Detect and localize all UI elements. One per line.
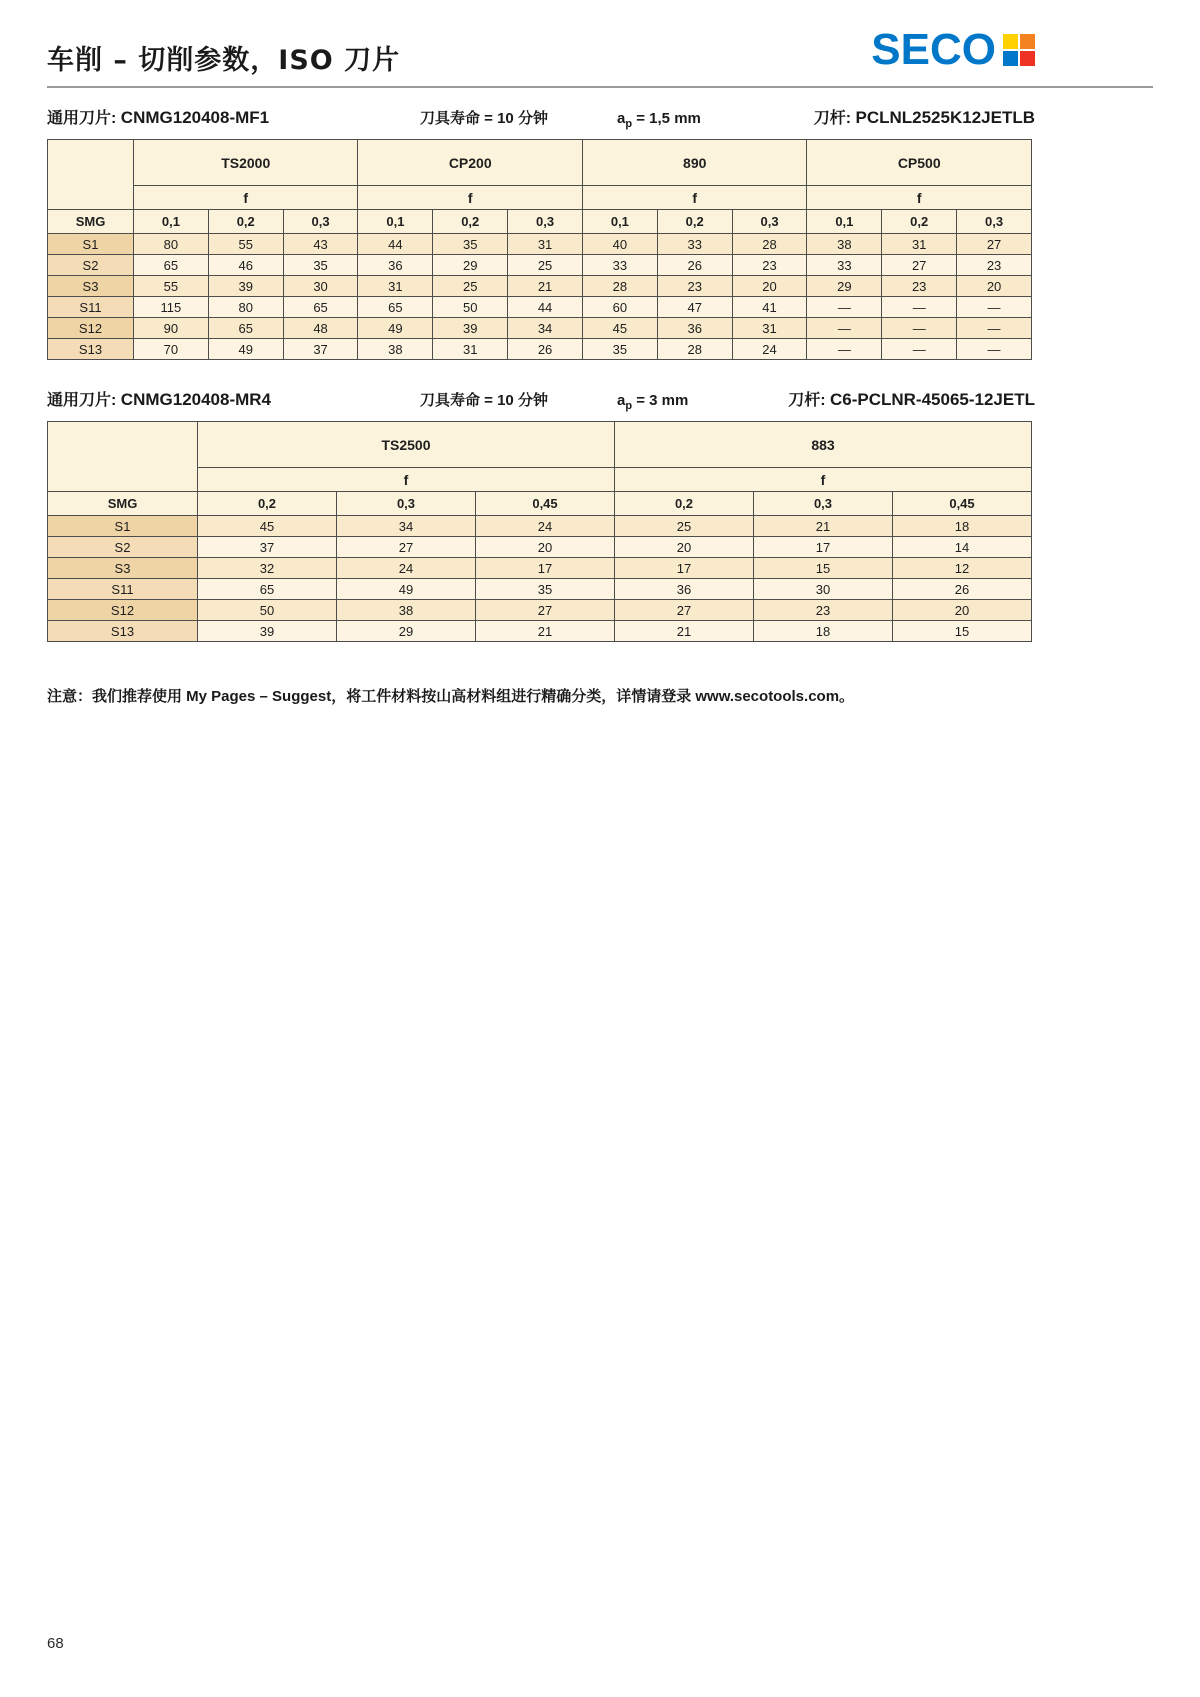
data-cell: — xyxy=(957,297,1032,318)
smg-row-label: S12 xyxy=(48,318,134,339)
table-row xyxy=(48,558,1032,579)
table-row xyxy=(48,579,1032,600)
data-cell: 33 xyxy=(657,234,732,255)
feed-symbol: f xyxy=(198,468,615,492)
data-cell: 27 xyxy=(957,234,1032,255)
data-cell: 49 xyxy=(337,579,476,600)
data-cell: 21 xyxy=(754,516,893,537)
header-divider xyxy=(47,86,1153,88)
data-cell: 32 xyxy=(198,558,337,579)
insert-value: CNMG120408-MR4 xyxy=(120,390,272,409)
data-cell: 28 xyxy=(657,339,732,360)
table-row xyxy=(48,537,1032,558)
tool-life-text: 刀具寿命 = 10 分钟 xyxy=(420,392,548,409)
data-cell: 35 xyxy=(582,339,657,360)
data-cell: 31 xyxy=(882,234,957,255)
grade-header: 883 xyxy=(615,422,1032,468)
data-cell: 36 xyxy=(657,318,732,339)
data-cell: 33 xyxy=(582,255,657,276)
data-cell: 65 xyxy=(134,255,209,276)
smg-row-label: S12 xyxy=(48,600,198,621)
seco-logo xyxy=(871,25,1035,74)
data-cell: 35 xyxy=(476,579,615,600)
feed-value-header: 0,3 xyxy=(283,210,358,234)
feed-value-header: 0,1 xyxy=(807,210,882,234)
data-cell: 28 xyxy=(732,234,807,255)
feed-value-header: 0,1 xyxy=(582,210,657,234)
holder-designation xyxy=(814,105,1035,128)
data-cell: 60 xyxy=(582,297,657,318)
data-cell: 39 xyxy=(198,621,337,642)
ap-symbol: a xyxy=(617,110,626,127)
data-cell: 35 xyxy=(433,234,508,255)
ap-symbol: a xyxy=(617,392,626,409)
cutting-data-table-container xyxy=(47,421,1035,642)
data-cell: 65 xyxy=(283,297,358,318)
feed-symbol: f xyxy=(582,186,806,210)
data-cell: 18 xyxy=(893,516,1032,537)
smg-row-label: S13 xyxy=(48,339,134,360)
data-cell: — xyxy=(807,318,882,339)
table-corner xyxy=(48,140,134,210)
feed-value-header: 0,3 xyxy=(754,492,893,516)
data-cell: 80 xyxy=(134,234,209,255)
seco-logo-mark xyxy=(1003,34,1035,66)
data-cell: 41 xyxy=(732,297,807,318)
data-cell: 48 xyxy=(283,318,358,339)
data-cell: 27 xyxy=(337,537,476,558)
smg-row-label: S2 xyxy=(48,537,198,558)
data-cell: 17 xyxy=(476,558,615,579)
table-row xyxy=(48,318,1032,339)
page-content xyxy=(47,0,1035,708)
data-cell: 26 xyxy=(893,579,1032,600)
feed-value-header: 0,2 xyxy=(433,210,508,234)
smg-row-label: S11 xyxy=(48,297,134,318)
data-cell: 49 xyxy=(358,318,433,339)
table-corner xyxy=(48,422,198,492)
data-cell: 27 xyxy=(882,255,957,276)
feed-value-header: 0,2 xyxy=(657,210,732,234)
data-cell: 27 xyxy=(615,600,754,621)
cutting-data-table-container xyxy=(47,139,1035,360)
data-cell: 44 xyxy=(358,234,433,255)
data-cell: — xyxy=(807,297,882,318)
data-cell: 17 xyxy=(615,558,754,579)
table-row xyxy=(48,339,1032,360)
feed-value-header: 0,45 xyxy=(476,492,615,516)
logo-square xyxy=(1003,51,1018,66)
data-cell: 23 xyxy=(754,600,893,621)
data-cell: 39 xyxy=(208,276,283,297)
table-row xyxy=(48,600,1032,621)
ap-equation: = 1,5 mm xyxy=(632,110,701,127)
cutting-data-table xyxy=(47,421,1032,642)
data-cell: 23 xyxy=(732,255,807,276)
data-cell: 37 xyxy=(283,339,358,360)
data-cell: 21 xyxy=(615,621,754,642)
holder-label: 刀杆: xyxy=(788,392,826,409)
insert-designation xyxy=(47,105,420,128)
data-cell: 43 xyxy=(283,234,358,255)
data-cell: 31 xyxy=(732,318,807,339)
data-cell: 14 xyxy=(893,537,1032,558)
data-cell: 29 xyxy=(433,255,508,276)
data-cell: — xyxy=(882,297,957,318)
data-cell: 20 xyxy=(732,276,807,297)
data-cell: 70 xyxy=(134,339,209,360)
ap-equation: = 3 mm xyxy=(632,392,689,409)
smg-row-label: S1 xyxy=(48,516,198,537)
cutting-depth-text xyxy=(617,392,788,412)
cutting-table-section-1 xyxy=(47,105,1035,360)
data-cell: — xyxy=(882,339,957,360)
data-cell: 31 xyxy=(358,276,433,297)
footnote-text: 注意：我们推荐使用 My Pages – Suggest，将工件材料按山高材料组进行精确分类，详情请登录 www.secotools.com。 xyxy=(47,688,855,705)
data-cell: 45 xyxy=(198,516,337,537)
feed-value-header: 0,3 xyxy=(337,492,476,516)
logo-square xyxy=(1020,34,1035,49)
feed-value-header: 0,2 xyxy=(198,492,337,516)
data-cell: 34 xyxy=(508,318,583,339)
data-cell: 115 xyxy=(134,297,209,318)
table-row xyxy=(48,621,1032,642)
data-cell: 65 xyxy=(358,297,433,318)
ap-subscript: p xyxy=(625,400,633,412)
data-cell: 18 xyxy=(754,621,893,642)
data-cell: 23 xyxy=(882,276,957,297)
holder-value: PCLNL2525K12JETLB xyxy=(855,108,1035,127)
feed-value-header: 0,1 xyxy=(358,210,433,234)
data-cell: 38 xyxy=(358,339,433,360)
table-row xyxy=(48,516,1032,537)
feed-value-header: 0,2 xyxy=(208,210,283,234)
data-cell: 35 xyxy=(283,255,358,276)
data-cell: 55 xyxy=(134,276,209,297)
feed-symbol: f xyxy=(358,186,582,210)
data-cell: 20 xyxy=(476,537,615,558)
data-cell: 29 xyxy=(337,621,476,642)
feed-value-header: 0,2 xyxy=(615,492,754,516)
data-cell: 34 xyxy=(337,516,476,537)
feed-symbol: f xyxy=(134,186,358,210)
data-cell: 20 xyxy=(893,600,1032,621)
smg-column-header: SMG xyxy=(48,210,134,234)
insert-label: 通用刀片: xyxy=(47,392,117,409)
data-cell: 46 xyxy=(208,255,283,276)
data-cell: 80 xyxy=(208,297,283,318)
data-cell: 90 xyxy=(134,318,209,339)
data-cell: 17 xyxy=(754,537,893,558)
data-cell: 20 xyxy=(957,276,1032,297)
table-row xyxy=(48,297,1032,318)
data-cell: 25 xyxy=(615,516,754,537)
table-caption xyxy=(47,105,1035,130)
smg-row-label: S1 xyxy=(48,234,134,255)
data-cell: 36 xyxy=(615,579,754,600)
data-cell: 28 xyxy=(582,276,657,297)
data-cell: 65 xyxy=(198,579,337,600)
data-cell: 15 xyxy=(893,621,1032,642)
ap-subscript: p xyxy=(625,118,633,130)
data-cell: 26 xyxy=(508,339,583,360)
feed-symbol: f xyxy=(615,468,1032,492)
grade-header: CP500 xyxy=(807,140,1032,186)
smg-row-label: S3 xyxy=(48,276,134,297)
table-row xyxy=(48,255,1032,276)
cutting-table-section-2 xyxy=(47,387,1035,642)
data-cell: 38 xyxy=(807,234,882,255)
data-cell: 36 xyxy=(358,255,433,276)
data-cell: 40 xyxy=(582,234,657,255)
data-cell: 24 xyxy=(732,339,807,360)
data-cell: — xyxy=(957,339,1032,360)
cutting-depth-text xyxy=(617,110,814,130)
data-cell: 45 xyxy=(582,318,657,339)
table-caption xyxy=(47,387,1035,412)
data-cell: 47 xyxy=(657,297,732,318)
data-cell: 38 xyxy=(337,600,476,621)
feed-value-header: 0,45 xyxy=(893,492,1032,516)
feed-value-header: 0,3 xyxy=(732,210,807,234)
table-row xyxy=(48,234,1032,255)
feed-value-header: 0,3 xyxy=(508,210,583,234)
grade-header: TS2500 xyxy=(198,422,615,468)
data-cell: 20 xyxy=(615,537,754,558)
data-cell: 12 xyxy=(893,558,1032,579)
data-cell: 65 xyxy=(208,318,283,339)
data-cell: 33 xyxy=(807,255,882,276)
holder-value: C6-PCLNR-45065-12JETL xyxy=(829,390,1035,409)
cutting-data-table xyxy=(47,139,1032,360)
feed-value-header: 0,1 xyxy=(134,210,209,234)
logo-square xyxy=(1003,34,1018,49)
seco-logo-text: SECO xyxy=(871,25,996,74)
smg-row-label: S3 xyxy=(48,558,198,579)
grade-header: 890 xyxy=(582,140,806,186)
holder-label: 刀杆: xyxy=(813,110,852,127)
data-cell: 29 xyxy=(807,276,882,297)
smg-row-label: S2 xyxy=(48,255,134,276)
page-title: 车削 – 切削参数，ISO 刀片 xyxy=(47,45,401,76)
smg-column-header: SMG xyxy=(48,492,198,516)
grade-header: TS2000 xyxy=(134,140,358,186)
logo-square xyxy=(1020,51,1035,66)
data-cell: 24 xyxy=(476,516,615,537)
smg-row-label: S11 xyxy=(48,579,198,600)
data-cell: 15 xyxy=(754,558,893,579)
data-cell: 31 xyxy=(508,234,583,255)
data-cell: — xyxy=(957,318,1032,339)
data-cell: 27 xyxy=(476,600,615,621)
table-row xyxy=(48,276,1032,297)
data-cell: 24 xyxy=(337,558,476,579)
data-cell: 25 xyxy=(433,276,508,297)
data-cell: — xyxy=(807,339,882,360)
smg-row-label: S13 xyxy=(48,621,198,642)
data-cell: 44 xyxy=(508,297,583,318)
feed-value-header: 0,2 xyxy=(882,210,957,234)
insert-designation xyxy=(47,387,420,410)
data-cell: 30 xyxy=(283,276,358,297)
insert-value: CNMG120408-MF1 xyxy=(120,108,270,127)
page-header xyxy=(47,25,1035,84)
data-cell: 21 xyxy=(476,621,615,642)
data-cell: 50 xyxy=(198,600,337,621)
grade-header: CP200 xyxy=(358,140,582,186)
data-cell: 23 xyxy=(957,255,1032,276)
data-cell: 21 xyxy=(508,276,583,297)
data-cell: 50 xyxy=(433,297,508,318)
data-cell: 55 xyxy=(208,234,283,255)
data-cell: 30 xyxy=(754,579,893,600)
tool-life-text: 刀具寿命 = 10 分钟 xyxy=(420,110,548,127)
data-cell: 49 xyxy=(208,339,283,360)
data-cell: 23 xyxy=(657,276,732,297)
holder-designation xyxy=(788,387,1035,410)
feed-value-header: 0,3 xyxy=(957,210,1032,234)
feed-symbol: f xyxy=(807,186,1032,210)
data-cell: 26 xyxy=(657,255,732,276)
data-cell: 31 xyxy=(433,339,508,360)
data-cell: — xyxy=(882,318,957,339)
data-cell: 39 xyxy=(433,318,508,339)
insert-label: 通用刀片: xyxy=(47,110,117,127)
page-number: 68 xyxy=(47,1635,64,1652)
data-cell: 37 xyxy=(198,537,337,558)
data-cell: 25 xyxy=(508,255,583,276)
